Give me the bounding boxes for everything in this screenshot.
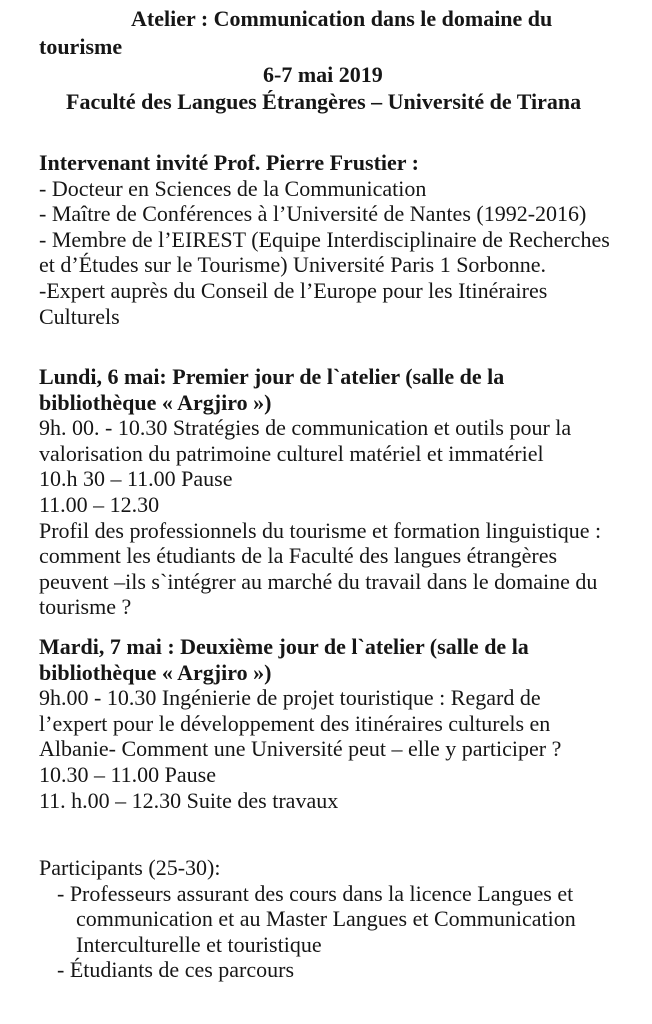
workshop-venue: Faculté des Langues Étrangères – Université de Tirana bbox=[66, 89, 582, 114]
speaker-line: - Membre de l’EIREST (Equipe Interdisciplinaire de Recherches bbox=[39, 226, 610, 252]
day2-line: 9h.00 - 10.30 Ingénierie de projet touristique : Regard de bbox=[39, 685, 541, 711]
speaker-line: -Expert auprès du Conseil de l’Europe pour les Itinéraires bbox=[39, 278, 548, 303]
day2-line: l’expert pour le développement des itinéraires culturels en bbox=[39, 710, 551, 736]
workshop-title-line2: tourisme bbox=[39, 34, 123, 59]
participants-item: - Étudiants de ces parcours bbox=[57, 957, 295, 983]
day1-heading-line1: Lundi, 6 mai: Premier jour de l`atelier (salle de la bbox=[39, 364, 505, 389]
day1-line: 11.00 – 12.30 bbox=[39, 492, 160, 517]
day2-line: 10.30 – 11.00 Pause bbox=[39, 762, 217, 787]
workshop-title-line1: Atelier : Communication dans le domaine du bbox=[131, 6, 553, 31]
day2-line: 11. h.00 – 12.30 Suite des travaux bbox=[39, 787, 339, 813]
day2-heading-line2: bibliothèque « Argjiro ») bbox=[39, 659, 272, 685]
speaker-line: - Maître de Conférences à l’Université de Nantes (1992-2016) bbox=[39, 201, 587, 227]
workshop-dates: 6-7 mai 2019 bbox=[263, 62, 383, 87]
participants-heading: Participants (25-30): bbox=[39, 855, 221, 880]
day2-heading-line1: Mardi, 7 mai : Deuxième jour de l`atelier (salle de la bbox=[39, 634, 529, 659]
speaker-line: - Docteur en Sciences de la Communication bbox=[39, 175, 427, 201]
day1-line: tourisme ? bbox=[39, 594, 132, 620]
day1-heading-line2: bibliothèque « Argjiro ») bbox=[39, 389, 272, 415]
participants-item: - Professeurs assurant des cours dans la licence Langues et bbox=[57, 880, 574, 906]
speaker-line: Culturels bbox=[39, 303, 120, 329]
speaker-heading: Intervenant invité Prof. Pierre Frustier : bbox=[39, 150, 420, 175]
day1-line: comment les étudiants de la Faculté des langues étrangères bbox=[39, 543, 558, 569]
day1-line: 10.h 30 – 11.00 Pause bbox=[39, 466, 233, 492]
day1-line: Profil des professionnels du tourisme et formation linguistique : bbox=[39, 517, 602, 543]
participants-item-continued: communication et au Master Langues et Communication bbox=[76, 906, 576, 932]
day2-line: Albanie- Comment une Université peut – elle y participer ? bbox=[39, 736, 562, 762]
day1-line: 9h. 00. - 10.30 Stratégies de communication et outils pour la bbox=[39, 415, 572, 441]
day1-line: peuvent –ils s`intégrer au marché du travail dans le domaine du bbox=[39, 568, 598, 594]
speaker-line: et d’Études sur le Tourisme) Université Paris 1 Sorbonne. bbox=[39, 252, 547, 278]
participants-item-continued: Interculturelle et touristique bbox=[76, 931, 322, 957]
day1-line: valorisation du patrimoine culturel matériel et immatériel bbox=[39, 440, 544, 466]
